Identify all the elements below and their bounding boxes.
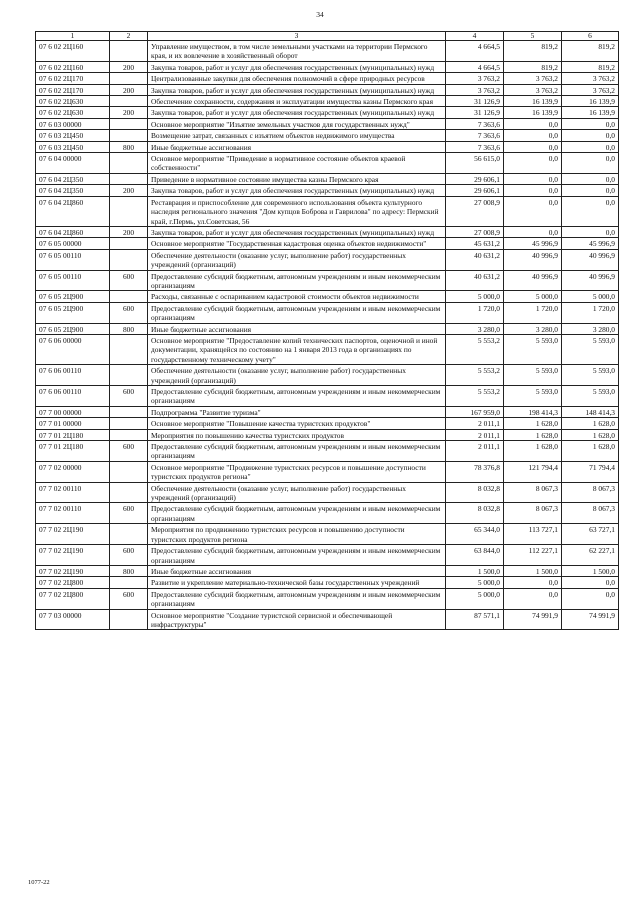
- item-name-cell: Предоставление субсидий бюджетным, автономным учреждениям и иным некоммерческим организациям: [148, 270, 446, 291]
- amount-col5-cell: 0,0: [504, 577, 562, 588]
- table-row: [36, 107, 619, 118]
- budget-code-cell: 07 6 05 00000: [36, 238, 110, 249]
- table-row: [36, 503, 619, 524]
- amount-col6-cell: 8 067,3: [562, 482, 619, 503]
- budget-code-cell: 07 6 04 2Ц350: [36, 185, 110, 196]
- amount-col6-cell: 3 280,0: [562, 323, 619, 334]
- amount-col4-cell: 1 500,0: [446, 565, 504, 576]
- expense-type-cell: [110, 249, 148, 270]
- budget-code-cell: 07 7 01 2Ц180: [36, 429, 110, 440]
- item-name-cell: Возмещение затрат, связанных с изъятием объектов недвижимого имущества: [148, 130, 446, 141]
- expense-type-cell: [110, 429, 148, 440]
- amount-col5-cell: 8 067,3: [504, 503, 562, 524]
- expense-type-cell: 800: [110, 565, 148, 576]
- amount-col5-cell: 0,0: [504, 153, 562, 174]
- budget-code-cell: 07 6 05 2Ц900: [36, 302, 110, 323]
- amount-col5-cell: 112 227,1: [504, 545, 562, 566]
- expense-type-cell: [110, 334, 148, 364]
- amount-col6-cell: 16 139,9: [562, 107, 619, 118]
- table-row: [36, 406, 619, 417]
- budget-code-cell: 07 7 02 00000: [36, 461, 110, 482]
- amount-col4-cell: 63 844,0: [446, 545, 504, 566]
- budget-code-cell: 07 7 00 00000: [36, 406, 110, 417]
- amount-col4-cell: 3 763,2: [446, 73, 504, 84]
- expense-type-cell: 600: [110, 545, 148, 566]
- item-name-cell: Приведение в нормативное состояние имущества казны Пермского края: [148, 173, 446, 184]
- table-row: [36, 153, 619, 174]
- expense-type-cell: 200: [110, 61, 148, 72]
- table-row: [36, 524, 619, 545]
- budget-code-cell: 07 6 05 00110: [36, 249, 110, 270]
- amount-col6-cell: 3 763,2: [562, 84, 619, 95]
- expense-type-cell: [110, 609, 148, 630]
- amount-col4-cell: 1 720,0: [446, 302, 504, 323]
- table-row: [36, 84, 619, 95]
- budget-code-cell: 07 6 02 2Ц630: [36, 96, 110, 107]
- item-name-cell: Предоставление субсидий бюджетным, автономным учреждениям и иным некоммерческим организациям: [148, 386, 446, 407]
- table-row: [36, 141, 619, 152]
- amount-col6-cell: 40 996,9: [562, 270, 619, 291]
- table-row: [36, 270, 619, 291]
- amount-col4-cell: 167 959,0: [446, 406, 504, 417]
- item-name-cell: Обеспечение деятельности (оказание услуг, выполнение работ) государственных учреждений (организаций): [148, 482, 446, 503]
- table-row: [36, 386, 619, 407]
- amount-col5-cell: 0,0: [504, 118, 562, 129]
- budget-code-cell: 07 6 06 00000: [36, 334, 110, 364]
- budget-code-cell: 07 6 05 2Ц900: [36, 323, 110, 334]
- amount-col5-cell: 45 996,9: [504, 238, 562, 249]
- column-header: 6: [562, 32, 619, 41]
- expense-type-cell: [110, 153, 148, 174]
- expense-type-cell: 800: [110, 141, 148, 152]
- item-name-cell: Мероприятия по повышению качества туристских продуктов: [148, 429, 446, 440]
- amount-col6-cell: 71 794,4: [562, 461, 619, 482]
- item-name-cell: Предоставление субсидий бюджетным, автономным учреждениям и иным некоммерческим организациям: [148, 545, 446, 566]
- expense-type-cell: 600: [110, 270, 148, 291]
- amount-col5-cell: 5 593,0: [504, 334, 562, 364]
- budget-code-cell: 07 7 02 2Ц800: [36, 588, 110, 609]
- page-number: 34: [316, 10, 324, 19]
- amount-col6-cell: 45 996,9: [562, 238, 619, 249]
- expense-type-cell: [110, 96, 148, 107]
- expense-type-cell: [110, 173, 148, 184]
- amount-col6-cell: 819,2: [562, 61, 619, 72]
- expense-type-cell: [110, 461, 148, 482]
- table-row: [36, 334, 619, 364]
- expense-type-cell: [110, 365, 148, 386]
- budget-code-cell: 07 6 03 2Ц450: [36, 130, 110, 141]
- table-row: [36, 249, 619, 270]
- table-row: [36, 588, 619, 609]
- amount-col5-cell: 5 000,0: [504, 291, 562, 302]
- table-body: [36, 41, 619, 630]
- expense-type-cell: [110, 482, 148, 503]
- item-name-cell: Закупка товаров, работ и услуг для обеспечения государственных (муниципальных) нужд: [148, 84, 446, 95]
- amount-col4-cell: 3 763,2: [446, 84, 504, 95]
- amount-col6-cell: 8 067,3: [562, 503, 619, 524]
- amount-col5-cell: 1 720,0: [504, 302, 562, 323]
- item-name-cell: Основное мероприятие "Изъятие земельных участков для государственных нужд": [148, 118, 446, 129]
- item-name-cell: Подпрограмма "Развитие туризма": [148, 406, 446, 417]
- amount-col4-cell: 8 032,8: [446, 503, 504, 524]
- table-row: [36, 609, 619, 630]
- amount-col5-cell: 3 280,0: [504, 323, 562, 334]
- amount-col6-cell: 1 628,0: [562, 429, 619, 440]
- amount-col4-cell: 78 376,8: [446, 461, 504, 482]
- table-row: [36, 461, 619, 482]
- table-row: [36, 441, 619, 462]
- item-name-cell: Основное мероприятие "Создание туристской сервисной и обеспечивающей инфраструктуры": [148, 609, 446, 630]
- expense-type-cell: 600: [110, 302, 148, 323]
- table-row: [36, 173, 619, 184]
- amount-col6-cell: 5 000,0: [562, 291, 619, 302]
- amount-col5-cell: 3 763,2: [504, 73, 562, 84]
- amount-col6-cell: 5 593,0: [562, 334, 619, 364]
- column-header: 4: [446, 32, 504, 41]
- column-header: 5: [504, 32, 562, 41]
- column-header: 2: [110, 32, 148, 41]
- amount-col6-cell: 0,0: [562, 118, 619, 129]
- amount-col6-cell: 1 628,0: [562, 441, 619, 462]
- item-name-cell: Закупка товаров, работ и услуг для обеспечения государственных (муниципальных) нужд: [148, 185, 446, 196]
- amount-col4-cell: 27 008,9: [446, 196, 504, 226]
- amount-col4-cell: 40 631,2: [446, 270, 504, 291]
- amount-col5-cell: 0,0: [504, 588, 562, 609]
- table-row: [36, 118, 619, 129]
- amount-col5-cell: 16 139,9: [504, 107, 562, 118]
- item-name-cell: Предоставление субсидий бюджетным, автономным учреждениям и иным некоммерческим организациям: [148, 588, 446, 609]
- budget-table: [35, 31, 619, 630]
- table-row: [36, 96, 619, 107]
- budget-code-cell: 07 6 03 2Ц450: [36, 141, 110, 152]
- budget-code-cell: 07 7 02 00110: [36, 503, 110, 524]
- amount-col5-cell: 121 794,4: [504, 461, 562, 482]
- amount-col6-cell: 0,0: [562, 588, 619, 609]
- budget-code-cell: 07 6 02 2Ц630: [36, 107, 110, 118]
- amount-col6-cell: 5 593,0: [562, 365, 619, 386]
- amount-col5-cell: 1 628,0: [504, 429, 562, 440]
- table-row: [36, 185, 619, 196]
- item-name-cell: Обеспечение деятельности (оказание услуг, выполнение работ) государственных учреждений (организаций): [148, 249, 446, 270]
- amount-col6-cell: 1 628,0: [562, 418, 619, 429]
- budget-code-cell: 07 7 01 2Ц180: [36, 441, 110, 462]
- amount-col6-cell: 5 593,0: [562, 386, 619, 407]
- amount-col5-cell: 819,2: [504, 61, 562, 72]
- budget-code-cell: 07 6 06 00110: [36, 386, 110, 407]
- budget-code-cell: 07 7 02 00110: [36, 482, 110, 503]
- budget-code-cell: 07 6 02 2Ц170: [36, 84, 110, 95]
- amount-col6-cell: 0,0: [562, 141, 619, 152]
- expense-type-cell: 600: [110, 503, 148, 524]
- header-row: [36, 32, 619, 41]
- item-name-cell: Централизованные закупки для обеспечения полномочий в сфере природных ресурсов: [148, 73, 446, 84]
- amount-col4-cell: 2 011,1: [446, 441, 504, 462]
- amount-col4-cell: 7 363,6: [446, 118, 504, 129]
- amount-col5-cell: 1 500,0: [504, 565, 562, 576]
- table-row: [36, 130, 619, 141]
- table-row: [36, 226, 619, 237]
- expense-type-cell: 600: [110, 386, 148, 407]
- amount-col4-cell: 45 631,2: [446, 238, 504, 249]
- amount-col5-cell: 5 593,0: [504, 386, 562, 407]
- amount-col6-cell: 0,0: [562, 577, 619, 588]
- amount-col6-cell: 62 227,1: [562, 545, 619, 566]
- item-name-cell: Основное мероприятие "Приведение в нормативное состояние объектов краевой собственности": [148, 153, 446, 174]
- amount-col5-cell: 0,0: [504, 173, 562, 184]
- item-name-cell: Обеспечение сохранности, содержания и эксплуатации имущества казны Пермского края: [148, 96, 446, 107]
- budget-code-cell: 07 6 05 00110: [36, 270, 110, 291]
- item-name-cell: Закупка товаров, работ и услуг для обеспечения государственных (муниципальных) нужд: [148, 61, 446, 72]
- amount-col5-cell: 113 727,1: [504, 524, 562, 545]
- amount-col4-cell: 5 000,0: [446, 588, 504, 609]
- budget-code-cell: 07 6 03 00000: [36, 118, 110, 129]
- item-name-cell: Иные бюджетные ассигнования: [148, 565, 446, 576]
- amount-col6-cell: 40 996,9: [562, 249, 619, 270]
- budget-code-cell: 07 6 05 2Ц900: [36, 291, 110, 302]
- budget-code-cell: 07 7 03 00000: [36, 609, 110, 630]
- item-name-cell: Основное мероприятие "Государственная кадастровая оценка объектов недвижимости": [148, 238, 446, 249]
- footer-code: 1077-22: [28, 879, 50, 886]
- table-row: [36, 61, 619, 72]
- item-name-cell: Предоставление субсидий бюджетным, автономным учреждениям и иным некоммерческим организациям: [148, 302, 446, 323]
- amount-col5-cell: 40 996,9: [504, 270, 562, 291]
- amount-col4-cell: 87 571,1: [446, 609, 504, 630]
- amount-col5-cell: 74 991,9: [504, 609, 562, 630]
- amount-col4-cell: 31 126,9: [446, 107, 504, 118]
- amount-col5-cell: 0,0: [504, 226, 562, 237]
- amount-col4-cell: 5 553,2: [446, 386, 504, 407]
- item-name-cell: Основное мероприятие "Повышение качества туристских продуктов": [148, 418, 446, 429]
- table-row: [36, 545, 619, 566]
- expense-type-cell: 600: [110, 441, 148, 462]
- amount-col4-cell: 31 126,9: [446, 96, 504, 107]
- expense-type-cell: [110, 118, 148, 129]
- amount-col5-cell: 0,0: [504, 196, 562, 226]
- amount-col5-cell: 1 628,0: [504, 418, 562, 429]
- amount-col4-cell: 29 606,1: [446, 173, 504, 184]
- amount-col5-cell: 819,2: [504, 41, 562, 62]
- amount-col4-cell: 2 011,1: [446, 418, 504, 429]
- item-name-cell: Расходы, связанные с оспариванием кадастровой стоимости объектов недвижимости: [148, 291, 446, 302]
- budget-code-cell: 07 7 02 2Ц190: [36, 545, 110, 566]
- amount-col5-cell: 3 763,2: [504, 84, 562, 95]
- amount-col6-cell: 819,2: [562, 41, 619, 62]
- amount-col5-cell: 16 139,9: [504, 96, 562, 107]
- budget-code-cell: 07 6 02 2Ц160: [36, 61, 110, 72]
- budget-code-cell: 07 6 04 2Ц860: [36, 226, 110, 237]
- expense-type-cell: 200: [110, 84, 148, 95]
- item-name-cell: Основное мероприятие "Предоставление копий технических паспортов, оценочной и иной документации, хранящейся по состоянию на 1 января 2013 года в организациях по государственному техническому учету": [148, 334, 446, 364]
- expense-type-cell: [110, 238, 148, 249]
- item-name-cell: Мероприятия по продвижению туристских ресурсов и повышению доступности туристских продуктов региона: [148, 524, 446, 545]
- amount-col6-cell: 0,0: [562, 173, 619, 184]
- item-name-cell: Иные бюджетные ассигнования: [148, 141, 446, 152]
- amount-col6-cell: 16 139,9: [562, 96, 619, 107]
- budget-code-cell: 07 6 06 00110: [36, 365, 110, 386]
- amount-col4-cell: 40 631,2: [446, 249, 504, 270]
- table-row: [36, 365, 619, 386]
- budget-code-cell: 07 6 04 00000: [36, 153, 110, 174]
- amount-col4-cell: 5 553,2: [446, 334, 504, 364]
- amount-col6-cell: 3 763,2: [562, 73, 619, 84]
- item-name-cell: Управление имуществом, в том числе земельными участками на территории Пермского края, и их вовлечение в хозяйственный оборот: [148, 41, 446, 62]
- amount-col4-cell: 7 363,6: [446, 141, 504, 152]
- amount-col5-cell: 8 067,3: [504, 482, 562, 503]
- expense-type-cell: [110, 291, 148, 302]
- expense-type-cell: [110, 577, 148, 588]
- table-row: [36, 238, 619, 249]
- budget-code-cell: 07 7 01 00000: [36, 418, 110, 429]
- budget-code-cell: 07 7 02 2Ц800: [36, 577, 110, 588]
- expense-type-cell: 200: [110, 107, 148, 118]
- amount-col4-cell: 29 606,1: [446, 185, 504, 196]
- amount-col5-cell: 198 414,3: [504, 406, 562, 417]
- table-row: [36, 565, 619, 576]
- item-name-cell: Закупка товаров, работ и услуг для обеспечения государственных (муниципальных) нужд: [148, 226, 446, 237]
- item-name-cell: Реставрация и приспособление для современного использования объекта культурного наследия регионального значения "Дом купцов Боброва и Гаврилова" по адресу: Пермский край, г.Пермь, ул.Советская, 56: [148, 196, 446, 226]
- expense-type-cell: [110, 418, 148, 429]
- amount-col6-cell: 0,0: [562, 153, 619, 174]
- expense-type-cell: 600: [110, 588, 148, 609]
- amount-col4-cell: 5 000,0: [446, 291, 504, 302]
- amount-col4-cell: 5 000,0: [446, 577, 504, 588]
- table-row: [36, 302, 619, 323]
- table-row: [36, 577, 619, 588]
- amount-col6-cell: 1 720,0: [562, 302, 619, 323]
- expense-type-cell: [110, 406, 148, 417]
- amount-col6-cell: 63 727,1: [562, 524, 619, 545]
- amount-col5-cell: 0,0: [504, 185, 562, 196]
- amount-col6-cell: 148 414,3: [562, 406, 619, 417]
- expense-type-cell: [110, 41, 148, 62]
- column-header: 3: [148, 32, 446, 41]
- item-name-cell: Развитие и укрепление материально-технической базы государственных учреждений: [148, 577, 446, 588]
- table-row: [36, 482, 619, 503]
- amount-col4-cell: 8 032,8: [446, 482, 504, 503]
- amount-col6-cell: 1 500,0: [562, 565, 619, 576]
- item-name-cell: Иные бюджетные ассигнования: [148, 323, 446, 334]
- item-name-cell: Обеспечение деятельности (оказание услуг, выполнение работ) государственных учреждений (организаций): [148, 365, 446, 386]
- budget-code-cell: 07 6 04 2Ц350: [36, 173, 110, 184]
- expense-type-cell: 800: [110, 323, 148, 334]
- amount-col5-cell: 0,0: [504, 130, 562, 141]
- amount-col4-cell: 5 553,2: [446, 365, 504, 386]
- amount-col4-cell: 4 664,5: [446, 41, 504, 62]
- amount-col4-cell: 7 363,6: [446, 130, 504, 141]
- table-row: [36, 418, 619, 429]
- amount-col6-cell: 0,0: [562, 226, 619, 237]
- expense-type-cell: [110, 130, 148, 141]
- amount-col6-cell: 0,0: [562, 196, 619, 226]
- table-row: [36, 73, 619, 84]
- table-row: [36, 323, 619, 334]
- amount-col4-cell: 65 344,0: [446, 524, 504, 545]
- table-row: [36, 429, 619, 440]
- amount-col5-cell: 5 593,0: [504, 365, 562, 386]
- expense-type-cell: [110, 524, 148, 545]
- budget-code-cell: 07 6 04 2Ц860: [36, 196, 110, 226]
- expense-type-cell: [110, 196, 148, 226]
- expense-type-cell: 200: [110, 226, 148, 237]
- item-name-cell: Предоставление субсидий бюджетным, автономным учреждениям и иным некоммерческим организациям: [148, 503, 446, 524]
- amount-col5-cell: 0,0: [504, 141, 562, 152]
- amount-col5-cell: 40 996,9: [504, 249, 562, 270]
- item-name-cell: Основное мероприятие "Продвижение туристских ресурсов и повышение доступности туристских продуктов региона": [148, 461, 446, 482]
- item-name-cell: Предоставление субсидий бюджетным, автономным учреждениям и иным некоммерческим организациям: [148, 441, 446, 462]
- amount-col4-cell: 3 280,0: [446, 323, 504, 334]
- amount-col5-cell: 1 628,0: [504, 441, 562, 462]
- budget-code-cell: 07 6 02 2Ц170: [36, 73, 110, 84]
- budget-code-cell: 07 7 02 2Ц190: [36, 524, 110, 545]
- budget-code-cell: 07 7 02 2Ц190: [36, 565, 110, 576]
- expense-type-cell: [110, 73, 148, 84]
- table-row: [36, 41, 619, 62]
- amount-col4-cell: 2 011,1: [446, 429, 504, 440]
- amount-col6-cell: 0,0: [562, 185, 619, 196]
- column-header: 1: [36, 32, 110, 41]
- amount-col4-cell: 56 615,0: [446, 153, 504, 174]
- amount-col6-cell: 74 991,9: [562, 609, 619, 630]
- amount-col4-cell: 27 008,9: [446, 226, 504, 237]
- amount-col4-cell: 4 664,5: [446, 61, 504, 72]
- table-row: [36, 196, 619, 226]
- amount-col6-cell: 0,0: [562, 130, 619, 141]
- expense-type-cell: 200: [110, 185, 148, 196]
- budget-code-cell: 07 6 02 2Ц160: [36, 41, 110, 62]
- table-row: [36, 291, 619, 302]
- item-name-cell: Закупка товаров, работ и услуг для обеспечения государственных (муниципальных) нужд: [148, 107, 446, 118]
